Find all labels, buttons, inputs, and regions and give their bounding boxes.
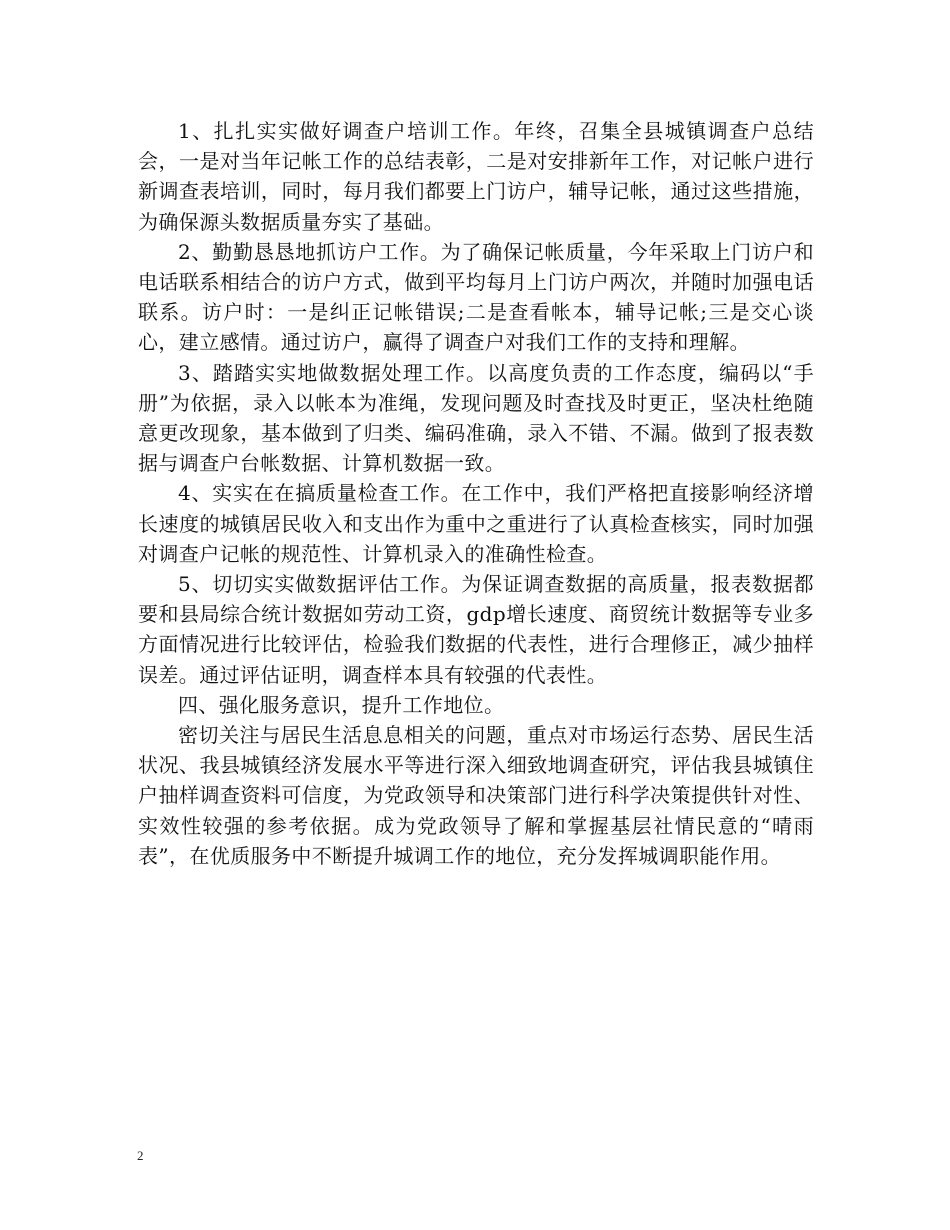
paragraph-service-details: 密切关注与居民生活息息相关的问题，重点对市场运行态势、居民生活状况、我县城镇经济发展水平等进行深入细致地调查研究，评估我县城镇住户抽样调查资料可信度，为党政领导和决策部门进行科学决策提供针对性、实效性较强的参考依据。成为党政领导了解和掌握基层社情民意的“晴雨表”，在优质服务中不断提升城调工作的地位，充分发挥城调职能作用。 bbox=[138, 723, 814, 868]
paragraph-household-visits: 2、勤勤恳恳地抓访户工作。为了确保记帐质量，今年采取上门访户和电话联系相结合的访户方式，做到平均每月上门访户两次，并随时加强电话联系。访户时：一是纠正记帐错误;二是查看帐本，辅导记帐;三是交心谈心，建立感情。通过访户，赢得了调查户对我们工作的支持和理解。 bbox=[138, 239, 814, 355]
paragraph-data-evaluation: 5、切切实实做数据评估工作。为保证调查数据的高质量，报表数据都要和县局综合统计数据如劳动工资，gdp增长速度、商贸统计数据等专业多方面情况进行比较评估，检验我们数据的代表性，进行合理修正，减少抽样误差。通过评估证明，调查样本具有较强的代表性。 bbox=[138, 572, 814, 687]
section-heading-service: 四、强化服务意识，提升工作地位。 bbox=[178, 692, 505, 717]
paragraph-training: 1、扎扎实实做好调查户培训工作。年终，召集全县城镇调查户总结会，一是对当年记帐工作的总结表彰，二是对安排新年工作，对记帐户进行新调查表培训，同时，每月我们都要上门访户，辅导记帐，通过这些措施，为确保源头数据质量夯实了基础。 bbox=[138, 119, 814, 234]
page-number: 2 bbox=[137, 1148, 144, 1163]
document-body bbox=[138, 116, 814, 871]
paragraph-quality-inspection: 4、实实在在搞质量检查工作。在工作中，我们严格把直接影响经济增长速度的城镇居民收入和支出作为重中之重进行了认真检查核实，同时加强对调查户记帐的规范性、计算机录入的准确性检查。 bbox=[138, 481, 814, 566]
paragraph-data-processing: 3、踏踏实实地做数据处理工作。以高度负责的工作态度，编码以“手册”为依据，录入以帐本为准绳，发现问题及时查找及时更正，坚决杜绝随意更改现象，基本做到了归类、编码准确，录入不错、不漏。做到了报表数据与调查户台帐数据、计算机数据一致。 bbox=[138, 360, 814, 476]
